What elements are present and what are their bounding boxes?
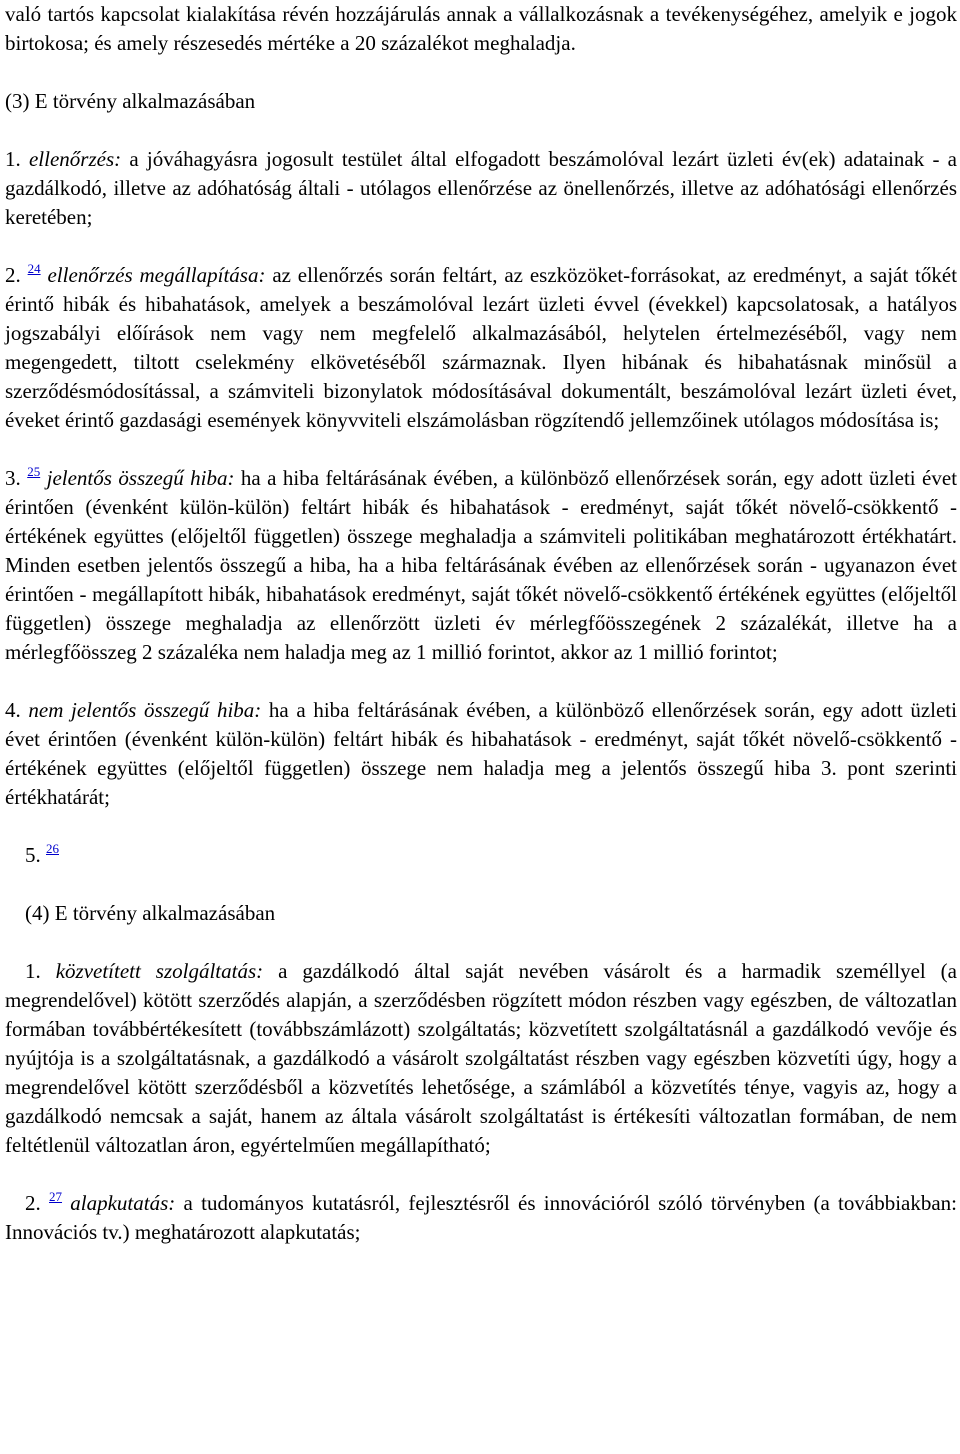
footnote-link[interactable]: 26 (46, 841, 59, 856)
section-3-heading: (3) E törvény alkalmazásában (5, 89, 256, 113)
intro-paragraph: való tartós kapcsolat kialakítása révén hozzájárulás annak a vállalkozásnak a tevékenységéhez, amelyik e jogok birtokosa; és amely részesedés mértéke a 20 százalékot meghaladja. (5, 2, 957, 55)
item-number: 5. (25, 843, 41, 867)
definition-4-1 (5, 957, 957, 1160)
definition-text: a gazdálkodó által saját nevében vásárolt és a harmadik személlyel (a megrendelővel) kötött szerződés alapján, a szerződésben rögzített módon részben vagy egészben, de változatlan formában továbbértékesített (továbbszámlázott) szolgáltatás; közvetített szolgáltatásnál a gazdálkodó vevője és nyújtója is a szolgáltatásnak, a gazdálkodó a vásárolt szolgáltatást részben vagy egészben közvetíti úgy, hogy a megrendelővel kötött szerződésből a közvetítés lehetősége, a számlából a közvetítés ténye, vagyis az, hogy a gazdálkodó nemcsak a saját, hanem az általa vásárolt szolgáltatást is értékesíti változatlan formában, de nem feltétlenül változatlan áron, egyértelműen megállapítható; (5, 959, 957, 1157)
defined-term: alapkutatás: (70, 1191, 176, 1215)
section-4-heading: (4) E törvény alkalmazásában (25, 901, 276, 925)
defined-term: ellenőrzés: (28, 147, 122, 171)
definition-4-2 (5, 1189, 957, 1247)
item-number: 4. (5, 698, 21, 722)
item-number: 1. (5, 147, 21, 171)
defined-term: ellenőrzés megállapítása: (47, 263, 266, 287)
item-number: 2. (25, 1191, 41, 1215)
definition-3-5 (25, 841, 957, 870)
definition-text: az ellenőrzés során feltárt, az eszközöket-forrásokat, az eredményt, a saját tőkét érintő hibák és hibahatások, amelyek a beszámolóval lezárt üzleti évvel (évekkel) kapcsolatosak, a hatályos jogszabályi előírások nem vagy nem megfelelő alkalmazásából, helytelen értelmezéséből, vagy nem megengedett, tiltott cselekmény elkövetéséből származnak. Ilyen hibának és hibahatásnak minősül a szerződésmódosítással, a számviteli bizonylatok módosításával dokumentált, beszámolóval lezárt üzleti évet, éveket érintő gazdasági események könyvviteli elszámolásban rögzítendő jellemzőinek utólagos módosítása is; (5, 263, 958, 432)
definition-3-1 (5, 145, 957, 232)
defined-term: jelentős összegű hiba: (46, 466, 235, 490)
definition-text: a jóváhagyásra jogosult testület által elfogadott beszámolóval lezárt üzleti év(ek) adatainak - a gazdálkodó, illetve az adóhatóság általi - utólagos ellenőrzése az önellenőrzés, illetve az adóhatósági ellenőrzés keretében; (5, 147, 957, 229)
item-number: 3. (5, 466, 21, 490)
defined-term: közvetített szolgáltatás: (55, 959, 264, 983)
definition-text: ha a hiba feltárásának évében, a különböző ellenőrzések során, egy adott üzleti évet érintően (évenként külön-külön) feltárt hibák és hibahatások - eredményt, saját tőkét növelő-csökkentő - értékének együttes (előjeltől független) összege nem haladja meg a jelentős összegű hiba 3. pont szerinti értékhatárát; (5, 698, 957, 809)
footnote-link[interactable]: 25 (27, 464, 41, 479)
definition-3-3 (5, 464, 957, 667)
item-number: 1. (25, 959, 41, 983)
definition-text: ha a hiba feltárásának évében, a különböző ellenőrzések során, egy adott üzleti évet érintően (évenként külön-külön) feltárt hibák és hibahatások - eredményt, saját tőkét növelő-csökkentő - értékének együttes (előjeltől független) összege meghaladja a számviteli politikában meghatározott értékhatárt. Minden esetben jelentős összegű a hiba, ha a hiba feltárásának évében az ellenőrzések során - ugyanazon évet érintően - megállapított hibák, hibahatások eredményt, saját tőkét növelő-csökkentő értékének együttes (előjeltől független) összege meghaladja az ellenőrzött üzleti év mérlegfőösszegének 2 százalékát, illetve ha a mérlegfőösszeg 2 százaléka nem haladja meg az 1 millió forintot, akkor az 1 millió forintot; (5, 466, 958, 664)
item-number: 2. (5, 263, 21, 287)
definition-3-4 (5, 696, 957, 812)
footnote-link[interactable]: 24 (27, 261, 41, 276)
footnote-link[interactable]: 27 (49, 1189, 63, 1204)
defined-term: nem jelentős összegű hiba: (28, 698, 262, 722)
definition-3-2 (5, 261, 957, 435)
definition-text: a tudományos kutatásról, fejlesztésről és innovációról szóló törvényben (a továbbiakban: Innovációs tv.) meghatározott alapkutatás; (5, 1191, 958, 1244)
document-page (5, 0, 957, 1247)
